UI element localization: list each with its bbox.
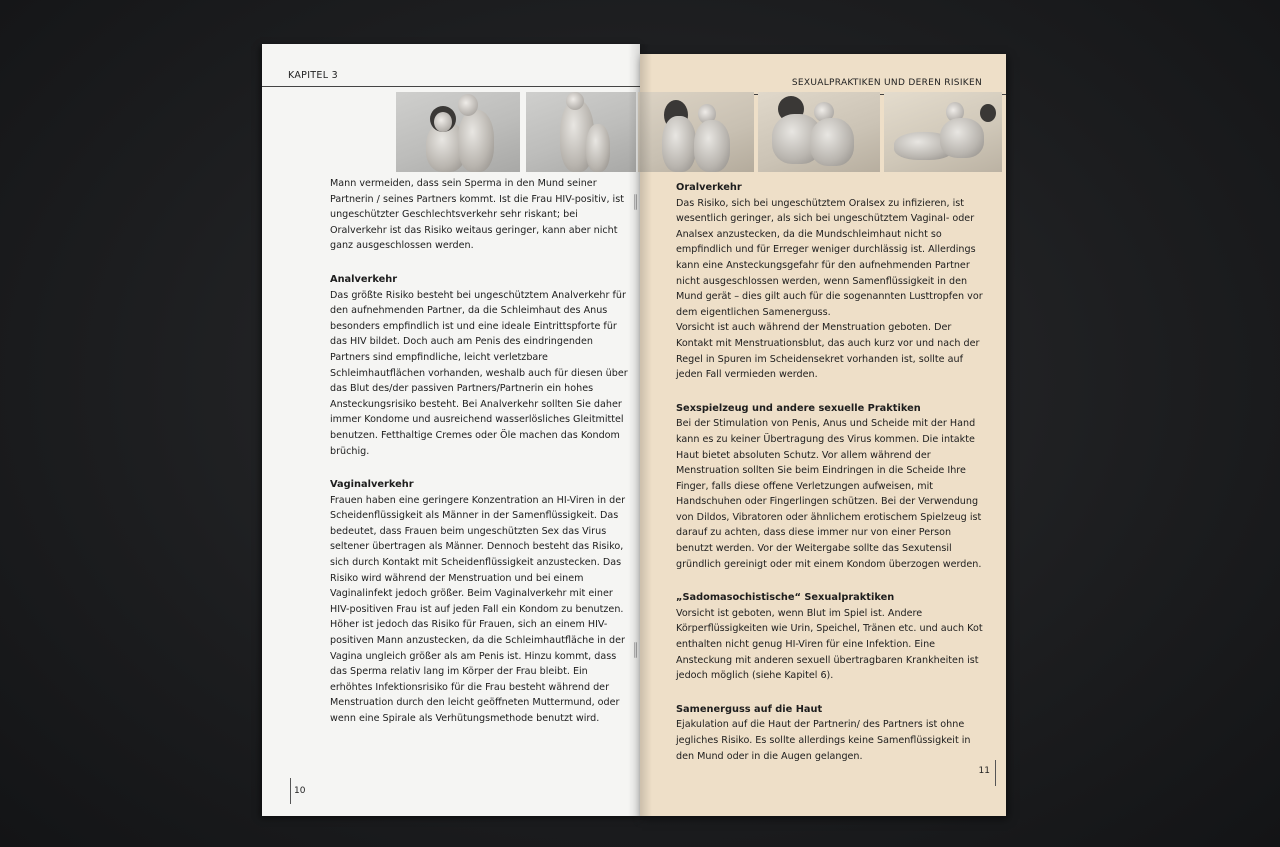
page-number-left: 10 [294,786,306,796]
heading-sadomasochistisch: „Sadomasochistische“ Sexualpraktiken [676,592,895,604]
body-analverkehr: Das größte Risiko besteht bei ungeschütztem Analverkehr für den aufnehmenden Partner, da die Schleimhaut des Anus besonders empfindlich ist und eine ideale Eintrittspforte für das HIV bildet. Doch auch am Penis des eindringenden Partners sind empfindliche, leicht verletzbare Schleimhautflächen vorhanden, weshalb auch für diesen über das Blut des/der passiven Partners/Partnerin ein hohes Ansteckungsrisiko besteht. Bei Analverkehr sollten Sie daher immer Kondome und ausreichend wasserlösliches Gleitmittel benutzen. Fetthaltige Cremes oder Öle machen das Kondom brüchig. [330,289,628,457]
body-oralverkehr: Das Risiko, sich bei ungeschütztem Oralsex zu infizieren, ist wesentlich geringer, als sich bei ungeschütztem Vaginal- oder Analsex anzustecken, da die Mundschleimhaut nicht so empfindlich und für Erreger weniger durchlässig ist. Allerdings kann eine Ansteckungsgefahr für den aufnehmenden Partner nicht ausgeschlossen werden, wenn Samenflüssigkeit in den Mund gerät – dies gilt auch für die sogenannten Lusttropfen vor dem eigentlichen Samenerguss. [676,197,983,318]
body-sexspielzeug: Bei der Stimulation von Penis, Anus und Scheide mit der Hand kann es zu keiner Übertragung des Virus kommen. Die intakte Haut bietet absoluten Schutz. Vor allem während der Menstruation sollten Sie beim Eindringen in die Scheide Ihre Finger, falls diese offene Verletzungen aufweisen, mit Handschuhen oder Fingerlingen schützen. Bei der Verwendung von Dildos, Vibratoren oder ähnlichem erotischem Spielzeug ist darauf zu achten, dass diese immer nur von einer Person benutzt werden. Vor der Weitergabe sollte das Sexutensil gründlich gereinigt oder mit einem Kondom überzogen werden. [676,418,982,570]
left-text-column [330,176,630,727]
page-number-rule-left [290,778,291,804]
staple-bottom [634,642,637,658]
staple-top [634,194,637,210]
header-rule-left [262,86,640,87]
body-sadomasochistisch: Vorsicht ist geboten, wenn Blut im Spiel ist. Andere Körperflüssigkeiten wie Urin, Speichel, Tränen etc. und auch Kot enthalten nicht genug HI-Viren für eine Infektion. Eine Ansteckung mit anderen sexuell übertragbaren Krankheiten ist jedoch möglich (siehe Kapitel 6). [676,607,983,682]
photo-couple-4 [758,92,880,172]
open-booklet [262,44,1008,820]
intro-paragraph: Mann vermeiden, dass sein Sperma in den Mund seiner Partnerin / seines Partners kommt. Ist die Frau HIV-positiv, ist ungeschützter Geschlechtsverkehr sehr riskant; bei Oralverkehr ist das Risiko weitaus geringer, kann aber nicht ganz ausgeschlossen werden. [330,178,624,252]
section-header: SEXUALPRAKTIKEN UND DEREN RISIKEN [791,78,982,88]
photo-couple-3 [638,92,754,172]
photo-strip [396,92,1006,174]
heading-samenerguss: Samenerguss auf die Haut [676,703,823,715]
heading-analverkehr: Analverkehr [330,273,398,285]
heading-sexspielzeug: Sexspielzeug und andere sexuelle Praktiken [676,402,921,414]
page-number-rule-right [995,760,996,786]
body-samenerguss: Ejakulation auf die Haut der Partnerin/ des Partners ist ohne jegliches Risiko. Es sollte allerdings keine Samenflüssigkeit in den Mund oder in die Augen gelangen. [676,719,971,762]
right-text-column [676,180,988,764]
body-vaginalverkehr: Frauen haben eine geringere Konzentration an HI-Viren in der Scheidenflüssigkeit als Männer in der Samenflüssigkeit. Das bedeutet, dass Frauen beim ungeschützten Sex das Virus seltener übertragen als Männer. Dennoch besteht das Risiko, sich durch Kontakt mit Scheidenflüssigkeit anzustecken. Das Risiko wird während der Menstruation und bei einem Vaginalinfekt jedoch größer. Beim Vaginalverkehr mit einer HIV-positiven Frau ist auf jeden Fall ein Kondom zu benutzen. [330,494,626,615]
heading-oralverkehr: Oralverkehr [676,182,742,193]
photo-couple-2 [526,92,636,172]
photo-couple-5 [884,92,1002,172]
body-vaginalverkehr-2: Höher ist jedoch das Risiko für Frauen, sich an einem HIV-positiven Mann anzustecken, da die Schleimhautfläche in der Vagina ungleich größer als am Penis ist. Hinzu kommt, dass das Sperma relativ lang im Körper der Frau bleibt. Ein erhöhtes Infektionsrisiko für die Frau besteht während der Menstruation durch den leicht geöffneten Muttermund, oder wenn eine Spirale als Verhütungsmethode benutzt wird. [330,619,625,724]
heading-vaginalverkehr: Vaginalverkehr [330,479,414,491]
body-oralverkehr-2: Vorsicht ist auch während der Menstruation geboten. Der Kontakt mit Menstruationsblut, das auch kurz vor und nach der Regel in Spuren im Scheidensekret vorhanden ist, sollte auf jeden Fall vermieden werden. [676,322,980,381]
photo-couple-1 [396,92,520,172]
chapter-header: KAPITEL 3 [288,70,338,81]
page-number-right: 11 [978,766,990,776]
